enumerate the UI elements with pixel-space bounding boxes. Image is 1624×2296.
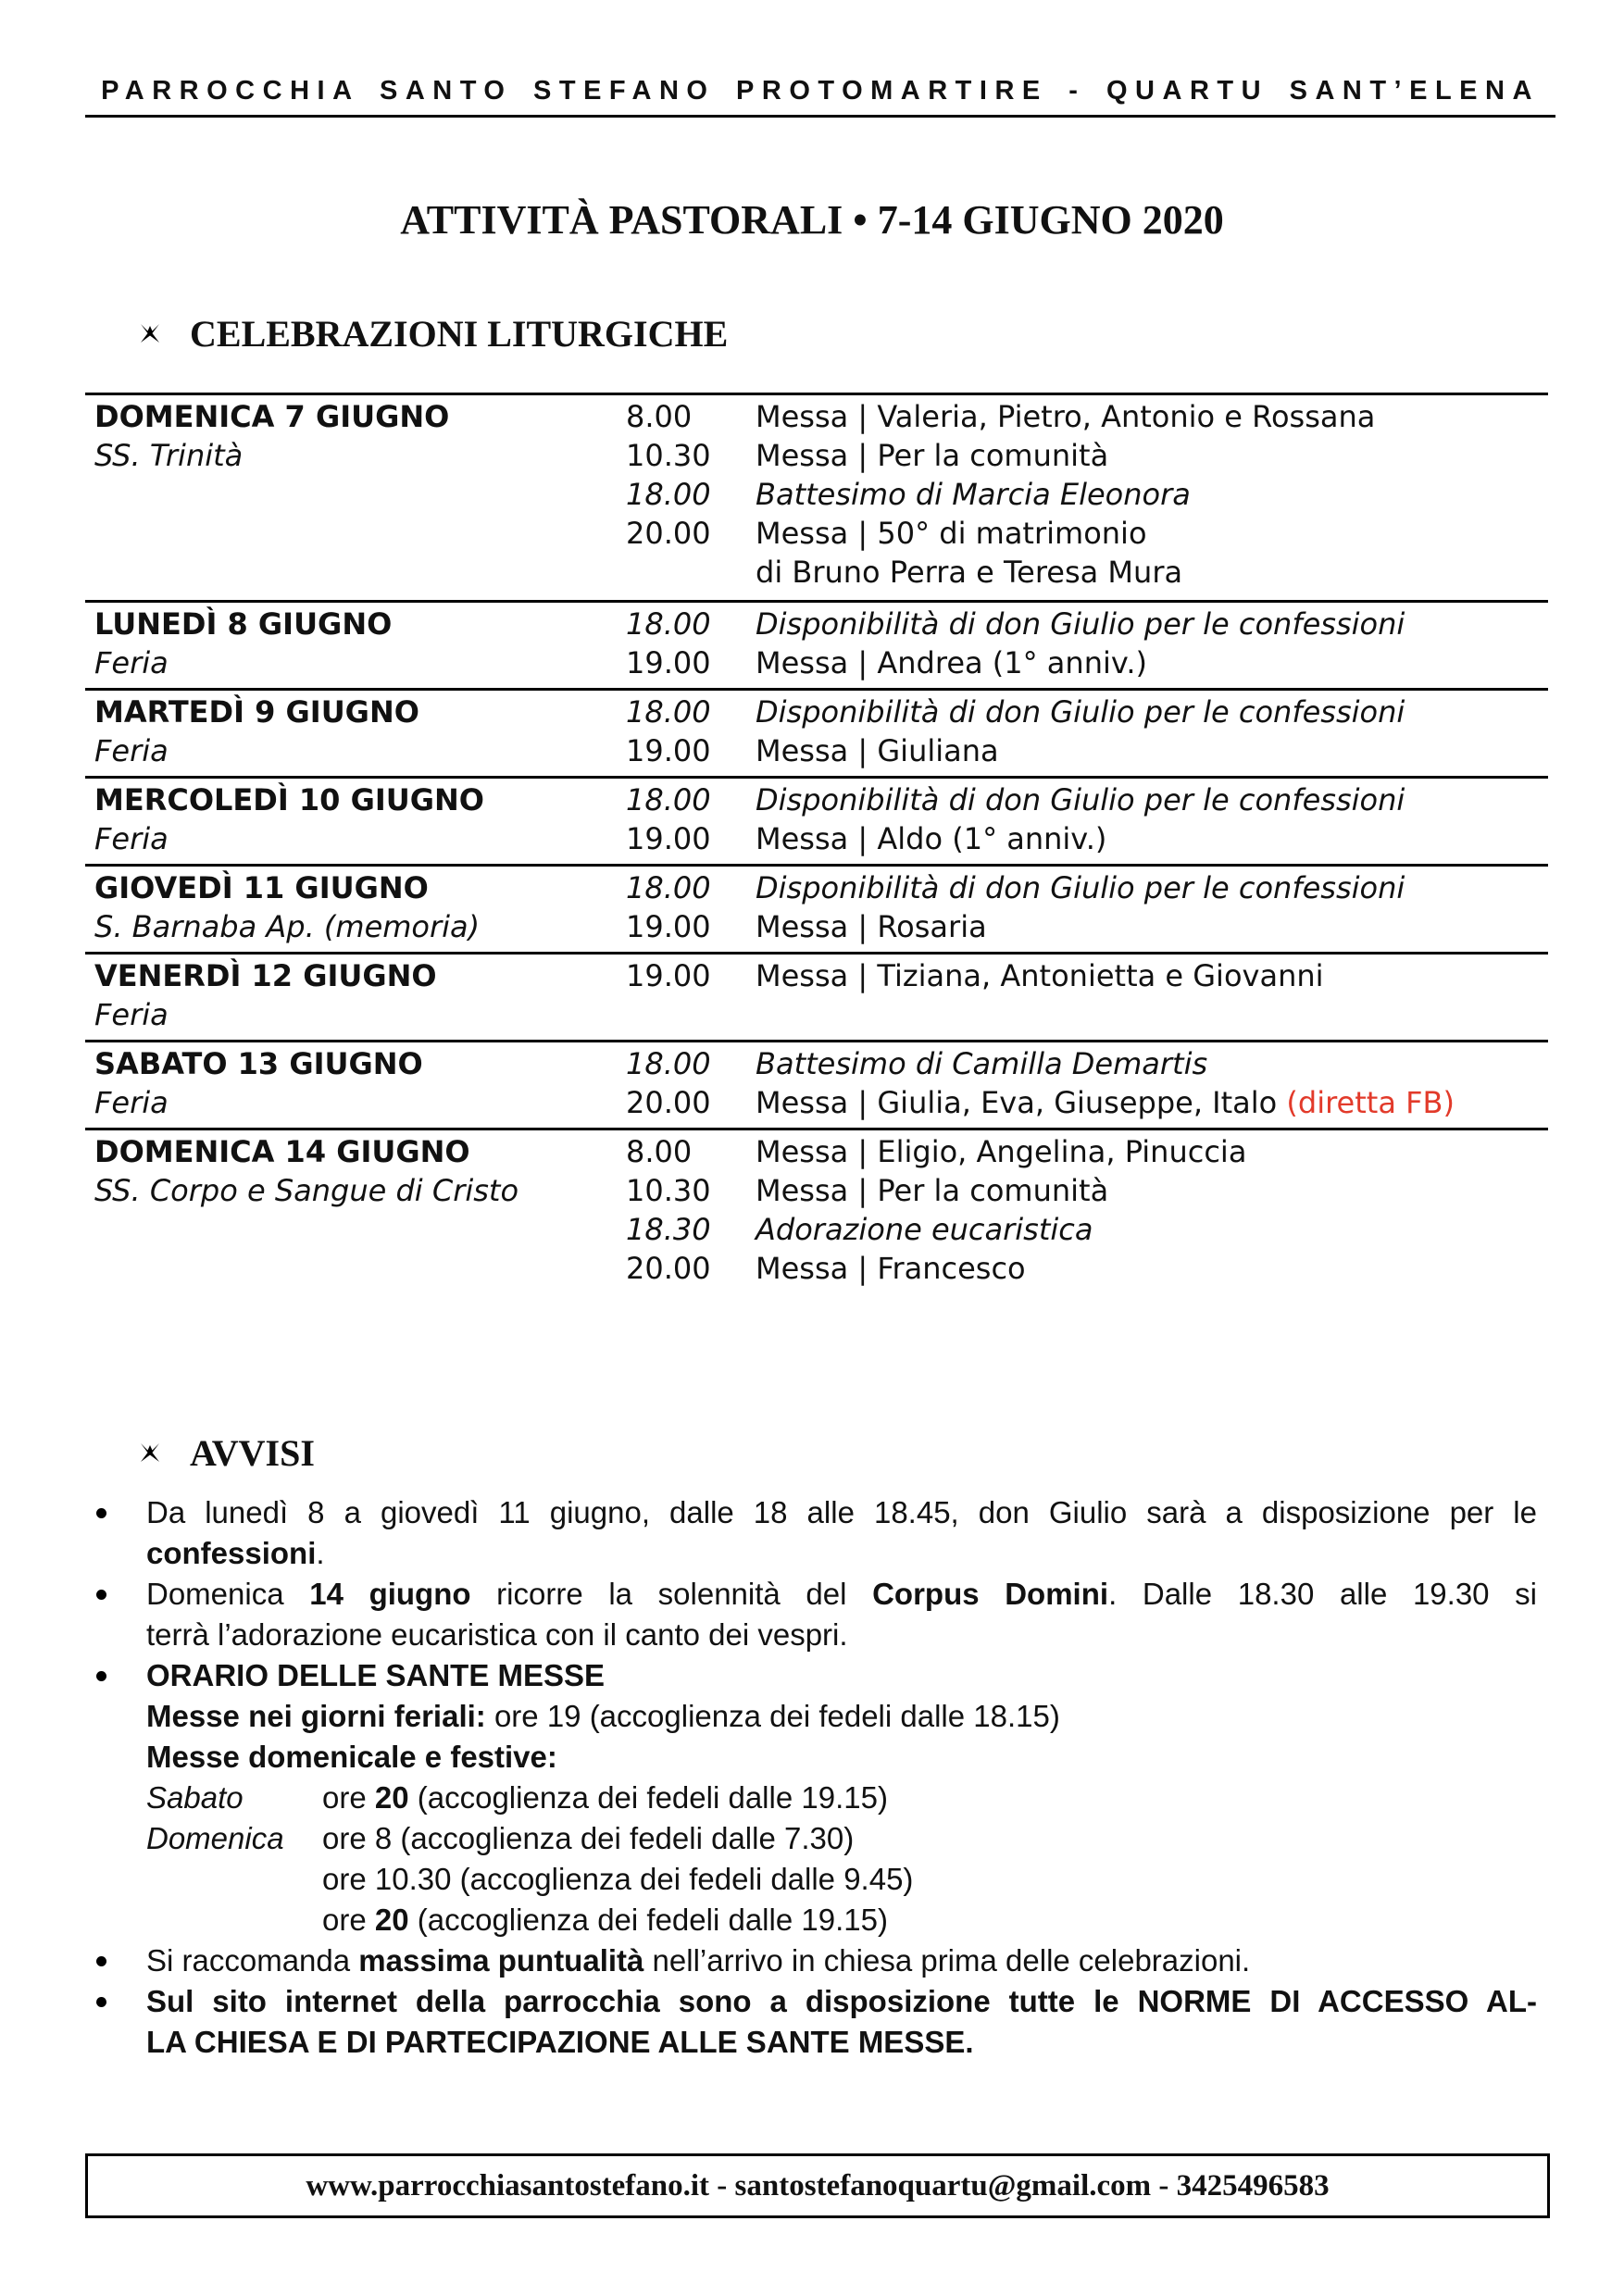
event-row [626, 1083, 1548, 1122]
star-icon [139, 1441, 161, 1464]
notice-item [93, 1492, 1537, 1574]
event-row [626, 907, 1548, 946]
schedule-day [85, 864, 1548, 952]
notice-text: . [316, 1536, 325, 1570]
celebrations-schedule [85, 393, 1548, 1296]
day-name: DOMENICA 14 GIUGNO [94, 1134, 470, 1169]
festive-label: Messe domenicale e festive: [146, 1740, 557, 1774]
star-icon [139, 322, 161, 344]
live-fb-note: (diretta FB) [1286, 1085, 1455, 1120]
event-desc: Adorazione eucaristica [756, 1212, 1093, 1247]
bullet-icon [96, 1671, 106, 1681]
notice-text: terrà l’adorazione eucaristica con il canto dei vespri. [146, 1617, 848, 1652]
event-desc: Disponibilità di don Giulio per le confessioni [756, 782, 1405, 817]
mass-time-row [146, 1778, 1537, 1818]
mass-time-day [146, 1900, 322, 1940]
day-name: DOMENICA 7 GIUGNO [94, 399, 450, 434]
event-time: 18.00 [626, 694, 711, 730]
mass-time-bold: 20 [374, 1780, 409, 1815]
event-time: 18.00 [626, 782, 711, 817]
event-desc: Disponibilità di don Giulio per le confessioni [756, 606, 1405, 642]
notice-text: . Dalle 18.30 alle 19.30 si [1108, 1577, 1538, 1611]
event-row [626, 514, 1548, 553]
notice-text: Da lunedì 8 a giovedì 11 giugno, dalle 18 alle 18.45, don Giulio sarà a disposizione per le [146, 1495, 1537, 1529]
notice-text: ricorre la solennità del [470, 1577, 873, 1611]
notice-item [93, 1574, 1537, 1655]
event-time: 19.00 [626, 821, 711, 856]
schedule-day [85, 688, 1548, 776]
event-desc: Messa | Giuliana [756, 733, 999, 768]
event-row [626, 1210, 1548, 1249]
event-time: 10.30 [626, 1173, 711, 1208]
notice-bold: massima puntualità [358, 1943, 644, 1978]
event-row [626, 1249, 1548, 1288]
schedule-day [85, 952, 1548, 1040]
event-desc: Messa | 50° di matrimonio [756, 516, 1147, 551]
event-desc: Messa | Per la comunità [756, 438, 1109, 473]
mass-time-row [146, 1818, 1537, 1859]
event-row [626, 643, 1548, 682]
notice-bold: Corpus Domini [872, 1577, 1109, 1611]
event-time: 20.00 [626, 516, 711, 551]
event-time: 19.00 [626, 645, 711, 680]
day-name: SABATO 13 GIUGNO [94, 1046, 423, 1081]
event-time: 20.00 [626, 1251, 711, 1286]
mass-time-day [146, 1859, 322, 1900]
day-name: MARTEDÌ 9 GIUGNO [94, 694, 419, 730]
mass-time-row [146, 1859, 1537, 1900]
event-row [626, 397, 1548, 436]
event-continuation [626, 553, 1548, 592]
event-time: 20.00 [626, 1085, 711, 1120]
day-subtitle: SS. Corpo e Sangue di Cristo [94, 1173, 519, 1208]
event-row [626, 1132, 1548, 1171]
mass-time-text: ore 8 (accoglienza dei fedeli dalle 7.30) [322, 1821, 855, 1855]
event-row [626, 731, 1548, 770]
notices-list [93, 1492, 1537, 2063]
footer-contacts: www.parrocchiasantostefano.it - santostefanoquartu@gmail.com - 3425496583 [85, 2153, 1550, 2218]
event-time: 8.00 [626, 1134, 693, 1169]
event-desc: Messa | Rosaria [756, 909, 987, 944]
event-desc: Messa | Giulia, Eva, Giuseppe, Italo [756, 1085, 1278, 1120]
day-subtitle: S. Barnaba Ap. (memoria) [94, 909, 481, 944]
event-desc: Messa | Eligio, Angelina, Pinuccia [756, 1134, 1247, 1169]
event-desc: Messa | Per la comunità [756, 1173, 1109, 1208]
notice-text: Si raccomanda [146, 1943, 359, 1978]
event-time: 18.00 [626, 1046, 711, 1081]
event-time: 19.00 [626, 958, 711, 993]
mass-time-day: Sabato [146, 1780, 244, 1815]
bullet-icon [96, 1508, 106, 1518]
notice-bold: Sul sito internet della parrocchia sono a disposizione tutte le NORME DI ACCESSO AL- [146, 1984, 1537, 2018]
event-time: 18.00 [626, 870, 711, 905]
parish-header: PARROCCHIA SANTO STEFANO PROTOMARTIRE - QUARTU SANT’ELENA [101, 76, 1540, 106]
notice-bold: 14 giugno [309, 1577, 471, 1611]
mass-time-day: Domenica [146, 1821, 284, 1855]
notice-item [93, 1940, 1537, 1981]
day-name: LUNEDÌ 8 GIUGNO [94, 606, 393, 642]
notice-bold: LA CHIESA E DI PARTECIPAZIONE ALLE SANTE MESSE. [146, 2025, 974, 2059]
day-subtitle: Feria [94, 821, 169, 856]
section-notices-heading [139, 1429, 315, 1476]
weekday-text: ore 19 (accoglienza dei fedeli dalle 18.15) [485, 1699, 1060, 1733]
bullet-icon [96, 1997, 106, 2007]
event-row [626, 868, 1548, 907]
event-row [626, 436, 1548, 475]
event-desc: Disponibilità di don Giulio per le confessioni [756, 870, 1405, 905]
event-time: 8.00 [626, 399, 693, 434]
day-subtitle: Feria [94, 733, 169, 768]
event-time: 19.00 [626, 733, 711, 768]
mass-time-text: (accoglienza dei fedeli dalle 19.15) [408, 1903, 888, 1937]
bullet-icon [96, 1590, 106, 1600]
day-subtitle: SS. Trinità [94, 438, 244, 473]
event-row [626, 475, 1548, 514]
event-time: 18.00 [626, 477, 711, 512]
section-title-celebrations: CELEBRAZIONI LITURGICHE [190, 312, 729, 355]
event-desc-continued: di Bruno Perra e Teresa Mura [756, 555, 1183, 590]
notice-bold: confessioni [146, 1536, 317, 1570]
day-name: VENERDÌ 12 GIUGNO [94, 958, 437, 993]
bullet-icon [96, 1956, 106, 1966]
event-row [626, 780, 1548, 819]
mass-time-text: ore [322, 1903, 375, 1937]
event-time: 18.00 [626, 606, 711, 642]
notice-item-mass-times [93, 1655, 1537, 1940]
mass-time-text: (accoglienza dei fedeli dalle 19.15) [408, 1780, 888, 1815]
event-row [626, 605, 1548, 643]
schedule-day [85, 393, 1548, 600]
event-time: 10.30 [626, 438, 711, 473]
event-row [626, 956, 1548, 995]
event-desc: Battesimo di Camilla Demartis [756, 1046, 1208, 1081]
mass-time-text: ore 10.30 (accoglienza dei fedeli dalle 9.45) [322, 1862, 914, 1896]
section-title-notices: AVVISI [190, 1431, 315, 1474]
schedule-day [85, 776, 1548, 864]
day-subtitle: Feria [94, 1085, 169, 1120]
notice-text: nell’arrivo in chiesa prima delle celebrazioni. [643, 1943, 1251, 1978]
event-row [626, 1044, 1548, 1083]
event-desc: Messa | Andrea (1° anniv.) [756, 645, 1147, 680]
event-desc: Messa | Valeria, Pietro, Antonio e Rossana [756, 399, 1376, 434]
day-name: MERCOLEDÌ 10 GIUGNO [94, 782, 484, 817]
day-subtitle: Feria [94, 645, 169, 680]
day-subtitle: Feria [94, 997, 169, 1032]
event-desc: Messa | Francesco [756, 1251, 1026, 1286]
notice-text: Domenica [146, 1577, 310, 1611]
schedule-day [85, 1128, 1548, 1296]
schedule-day [85, 600, 1548, 688]
page-title: ATTIVITÀ PASTORALI • 7-14 GIUGNO 2020 [400, 197, 1224, 243]
schedule-day [85, 1040, 1548, 1128]
header-rule [85, 115, 1555, 118]
weekday-label: Messe nei giorni feriali: [146, 1699, 486, 1733]
event-desc: Messa | Tiziana, Antonietta e Giovanni [756, 958, 1324, 993]
mass-time-bold: 20 [374, 1903, 409, 1937]
mass-time-text: ore [322, 1780, 375, 1815]
event-time: 19.00 [626, 909, 711, 944]
notice-item [93, 1981, 1537, 2063]
mass-time-row [146, 1900, 1537, 1940]
day-name: GIOVEDÌ 11 GIUGNO [94, 870, 429, 905]
event-time: 18.30 [626, 1212, 711, 1247]
event-row [626, 693, 1548, 731]
section-celebrations-heading [139, 310, 728, 356]
event-desc: Messa | Aldo (1° anniv.) [756, 821, 1107, 856]
event-desc: Battesimo di Marcia Eleonora [756, 477, 1191, 512]
mass-times-heading: ORARIO DELLE SANTE MESSE [146, 1658, 606, 1692]
event-row [626, 819, 1548, 858]
event-desc: Disponibilità di don Giulio per le confessioni [756, 694, 1405, 730]
event-row [626, 1171, 1548, 1210]
